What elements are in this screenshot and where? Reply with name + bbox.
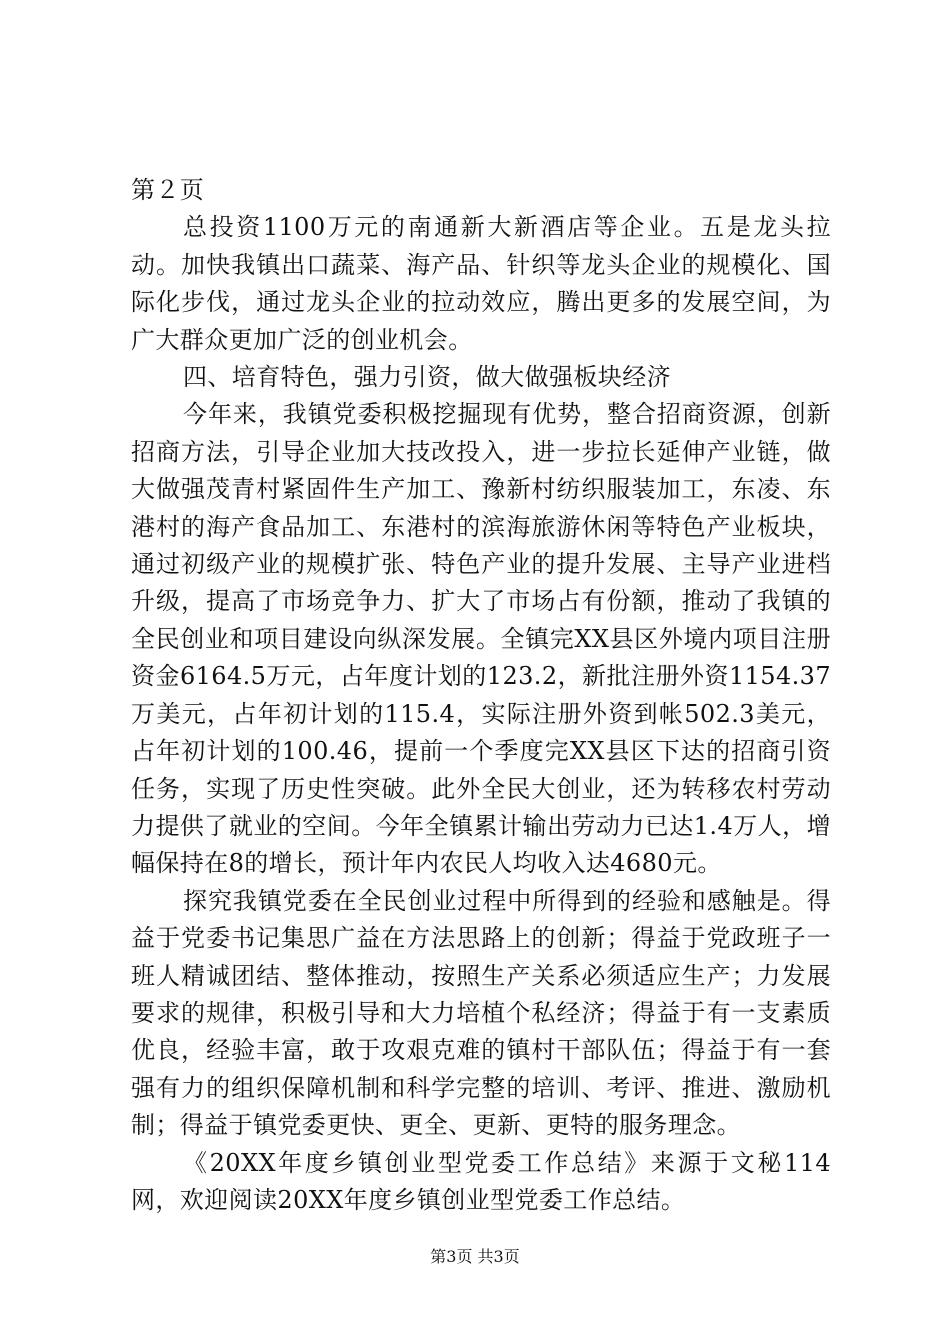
page-footer: 第3页 共3页 [430, 1247, 520, 1266]
paragraph-experience: 探究我镇党委在全民创业过程中所得到的经验和感触是。得益于党委书记集思广益在方法思路上的创新；得益于党政班子一班人精诚团结、整体推动，按照生产关系必须适应生产；力发展要求的规律，积极引导和大力培植个私经济；得益于有一支素质优良，经验丰富，敢于攻艰克难的镇村干部队伍；得益于有一套强有力的组织保障机制和科学完整的培训、考评、推进、激励机制；得益于镇党委更快、更全、更新、更特的服务理念。 [131, 886, 831, 1140]
paragraph-investment: 总投资1100万元的南通新大新酒店等企业。五是龙头拉动。加快我镇出口蔬菜、海产品、针织等龙头企业的规模化、国际化步伐，通过龙头企业的拉动效应，腾出更多的发展空间，为广大群众更加广泛的创业机会。 [131, 213, 831, 354]
paragraph-source-note: 《20XX年度乡镇创业型党委工作总结》来源于文秘114网，欢迎阅读20XX年度乡镇创业型党委工作总结。 [131, 1148, 831, 1214]
section-heading-four: 四、培育特色，强力引资，做大做强板块经济 [183, 363, 671, 392]
paragraph-industry-blocks: 今年来，我镇党委积极挖掘现有优势，整合招商资源，创新招商方法，引导企业加大技改投入，进一步拉长延伸产业链，做大做强茂青村紧固件生产加工、豫新村纺织服装加工，东凌、东港村的海产食品加工、东港村的滨海旅游休闲等特色产业板块，通过初级产业的规模扩张、特色产业的提升发展、主导产业进档升级，提高了市场竞争力、扩大了市场占有份额，推动了我镇的全民创业和项目建设向纵深发展。全镇完XX县区外境内项目注册资金6164.5万元，占年度计划的123.2，新批注册外资1154.37万美元，占年初计划的115.4，实际注册外资到帐502.3美元，占年初计划的100.46，提前一个季度完XX县区下达的招商引资任务，实现了历史性突破。此外全民大创业，还为转移农村劳动力提供了就业的空间。今年全镇累计输出劳动力已达1.4万人，增幅保持在8的增长，预计年内农民人均收入达4680元。 [131, 400, 831, 878]
document-body [131, 172, 831, 1219]
page-section-label: 第２页 [131, 176, 205, 204]
